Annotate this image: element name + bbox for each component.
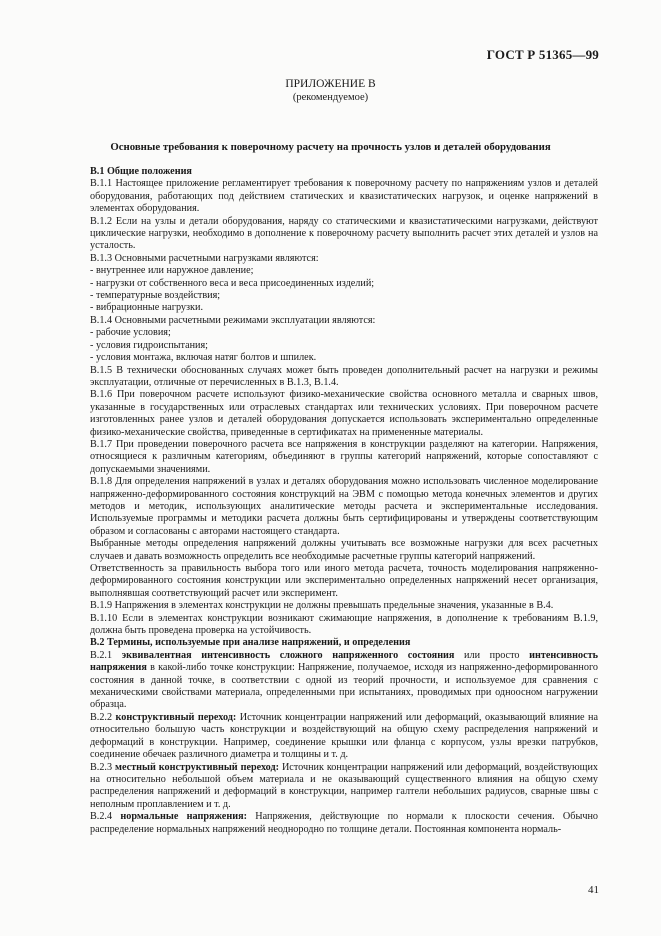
paragraph-b1-7: В.1.7 При проведении поверочного расчета все напряжения в конструкции разделяют на категории. Напряжения, относящиеся к различным категориям, объединяют в группы категорий напряжений, которые сопоставляют с допускаемыми значениями. bbox=[90, 438, 598, 475]
body-text bbox=[90, 166, 598, 836]
term-connector: или просто bbox=[454, 649, 530, 661]
paragraph-b2-3 bbox=[90, 762, 598, 812]
list-item: - нагрузки от собственного веса и веса присоединенных изделий; bbox=[90, 277, 375, 289]
paragraph-b1-8-continued: Выбранные методы определения напряжений должны учитывать все возможные нагрузки для всех расчетных случаев и давать возможность определить все необходимые расчетные группы категорий напряжений. bbox=[90, 538, 598, 562]
paragraph-b1-5: В.1.5 В технически обоснованных случаях может быть проведен дополнительный расчет на нагрузки и режимы эксплуатации, отличные от перечисленных в В.1.3, В.1.4. bbox=[90, 364, 598, 388]
term-normal-stresses: нормальные напряжения: bbox=[120, 811, 247, 823]
appendix-subtitle: (рекомендуемое) bbox=[292, 92, 369, 103]
list-item: - внутреннее или наружное давление; bbox=[90, 265, 254, 277]
paragraph-b1-8-responsibility: Ответственность за правильность выбора того или иного метода расчета, точность моделирования напряженно-деформированного состояния конструкции или экспериментально определенных напряжений несет организация, выполнявшая соответствующий расчет или эксперимент. bbox=[90, 563, 598, 599]
paragraph-b1-1: В.1.1 Настоящее приложение регламентирует требования к поверочному расчету по напряжениям узлов и деталей оборудования, работающих под действием статических и квазистатических нагрузок, и оценке напряжений в элементах оборудования. bbox=[90, 178, 598, 215]
paragraph-b1-4: В.1.4 Основными расчетными режимами эксплуатации являются: bbox=[90, 314, 376, 326]
appendix-title: ПРИЛОЖЕНИЕ В bbox=[285, 78, 376, 90]
section-heading-b1: В.1 Общие положения bbox=[90, 166, 192, 177]
paragraph-b2-4 bbox=[90, 811, 598, 836]
paragraph-b1-9: В.1.9 Напряжения в элементах конструкции не должны превышать предельные значения, указанные в В.4. bbox=[90, 600, 554, 612]
main-title: Основные требования к поверочному расчету на прочность узлов и деталей оборудования bbox=[110, 141, 551, 153]
document-code: ГОСТ Р 51365—99 bbox=[486, 47, 599, 62]
definition-text: в какой-либо точке конструкции: Напряжение, получаемое, исходя из напряженно-деформированного состояния в данной точке, в соответствии с одной из теорий прочности, и используемое для сравнения с механическими свойствами материала, определенными при испытаниях, проводимых при одноосном нагружении образца. bbox=[90, 662, 598, 711]
term-local-structural-transition: местный конструктивный переход: bbox=[115, 761, 280, 773]
definition-text: Источник концентрации напряжений или деформаций, воздействующих на относительно небольшой объем материала и не оказывающий существенного влияния на общую схему распределения напряжений и деформаций в конструкции, например галтели небольших радиусов, сварные швы с неполным проплавлением и т. д. bbox=[90, 761, 598, 810]
list-item: - условия монтажа, включая натяг болтов и шпилек. bbox=[90, 352, 317, 364]
list-item: - температурные воздействия; bbox=[90, 290, 221, 302]
clause-number: В.2.3 bbox=[90, 761, 113, 773]
list-item: - условия гидроиспытания; bbox=[90, 339, 209, 351]
clause-number: В.2.2 bbox=[90, 711, 113, 723]
paragraph-b1-3: В.1.3 Основными расчетными нагрузками являются: bbox=[90, 252, 319, 264]
list-item: - рабочие условия; bbox=[90, 327, 171, 339]
paragraph-b1-2: В.1.2 Если на узлы и детали оборудования, наряду со статическими и квазистатическими нагрузками, действуют циклические нагрузки, необходимо в дополнение к поверочному расчету выполнить расчет этих деталей и узлов на усталость. bbox=[90, 215, 598, 252]
clause-number: В.2.1 bbox=[90, 649, 113, 661]
paragraph-b2-2 bbox=[90, 712, 598, 762]
term-equivalent-stress-intensity: эквивалентная интенсивность сложного напряженного состояния bbox=[121, 649, 455, 661]
term-stress-intensity: интенсивность напряжения bbox=[90, 649, 598, 674]
list-item: - вибрационные нагрузки. bbox=[90, 302, 203, 314]
paragraph-b1-6: В.1.6 При поверочном расчете используют физико-механические свойства основного металла и сварных швов, указанные в государственных или отраслевых стандартах или технических условиях. При поверочном расчете изготовленных ранее узлов и деталей оборудования допускается использовать экспериментально определенные физико-механические свойства, приведенные в сертификатах на примененные материалы. bbox=[90, 389, 598, 438]
term-structural-transition: конструктивный переход: bbox=[115, 711, 237, 723]
clause-number: В.2.4 bbox=[90, 811, 113, 823]
definition-text: Источник концентрации напряжений или деформаций, оказывающий влияние на относительно большую часть конструкции и воздействующий на общую схему распределения напряжений и деформаций в конструкции. Например, соединение крышки или фланца с корпусом, узлы врезки патрубков, соединение обечаек различного диаметра и толщины и т. д. bbox=[90, 711, 598, 761]
appendix-heading bbox=[0, 78, 661, 104]
paragraph-b1-10: В.1.10 Если в элементах конструкции возникают сжимающие напряжения, в дополнение к требованиям В.1.9, должна быть проведена проверка на устойчивость. bbox=[90, 612, 598, 637]
paragraph-b1-8: В.1.8 Для определения напряжений в узлах и деталях оборудования можно использовать численное моделирование напряженно-деформированного состояния конструкций на ЭВМ с помощью метода конечных элементов и других методов и методик, использующих аналитические методы расчета и экспериментальные исследования. Используемые программы и методики расчета должны быть сертифицированы и утверждены соответствующим образом и согласованы с авторами настоящего стандарта. bbox=[90, 476, 598, 537]
page-number: 41 bbox=[588, 884, 599, 896]
definition-text: Напряжения, действующие по нормали к плоскости сечения. Обычно распределение нормальных напряжений неоднородно по толщине детали. Постоянная компонента нормаль- bbox=[90, 811, 598, 835]
paragraph-b2-1 bbox=[90, 650, 598, 712]
section-heading-b2: В.2 Термины, используемые при анализе напряжений, и определения bbox=[90, 637, 411, 649]
